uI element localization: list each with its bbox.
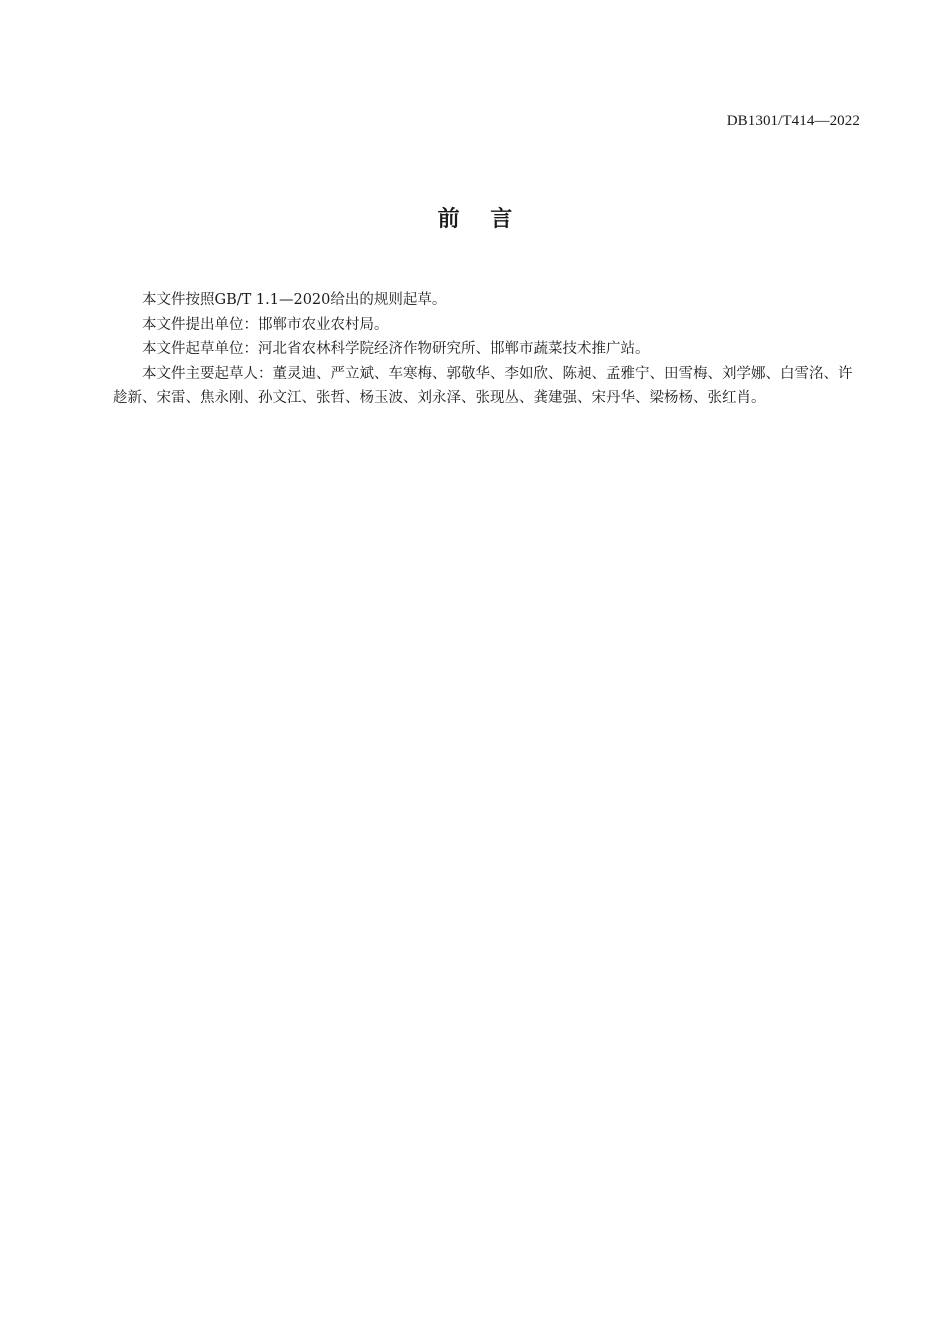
page-title: 前 言 (437, 207, 513, 232)
paragraph-proposing-unit: 本文件提出单位：邯郸市农业农村局。 (142, 316, 389, 333)
paragraph-drafting-units: 本文件起草单位：河北省农林科学院经济作物研究所、邯郸市蔬菜技术推广站。 (142, 341, 650, 358)
document-code: DB1301/T414—2022 (726, 113, 860, 129)
paragraph-drafting-rules: 本文件按照GB/T 1.1—2020给出的规则起草。 (142, 292, 447, 308)
foreword-body (113, 288, 863, 411)
paragraph-main-drafters: 本文件主要起草人：董灵迪、严立斌、车寒梅、郭敬华、李如欣、陈昶、孟雅宁、田雪梅、刘学娜、白雪洺、许趁新、宋雷、焦永刚、孙文江、张哲、杨玉波、刘永泽、张现丛、龚建强、宋丹华、梁杨杨、张红肖。 (113, 365, 853, 407)
